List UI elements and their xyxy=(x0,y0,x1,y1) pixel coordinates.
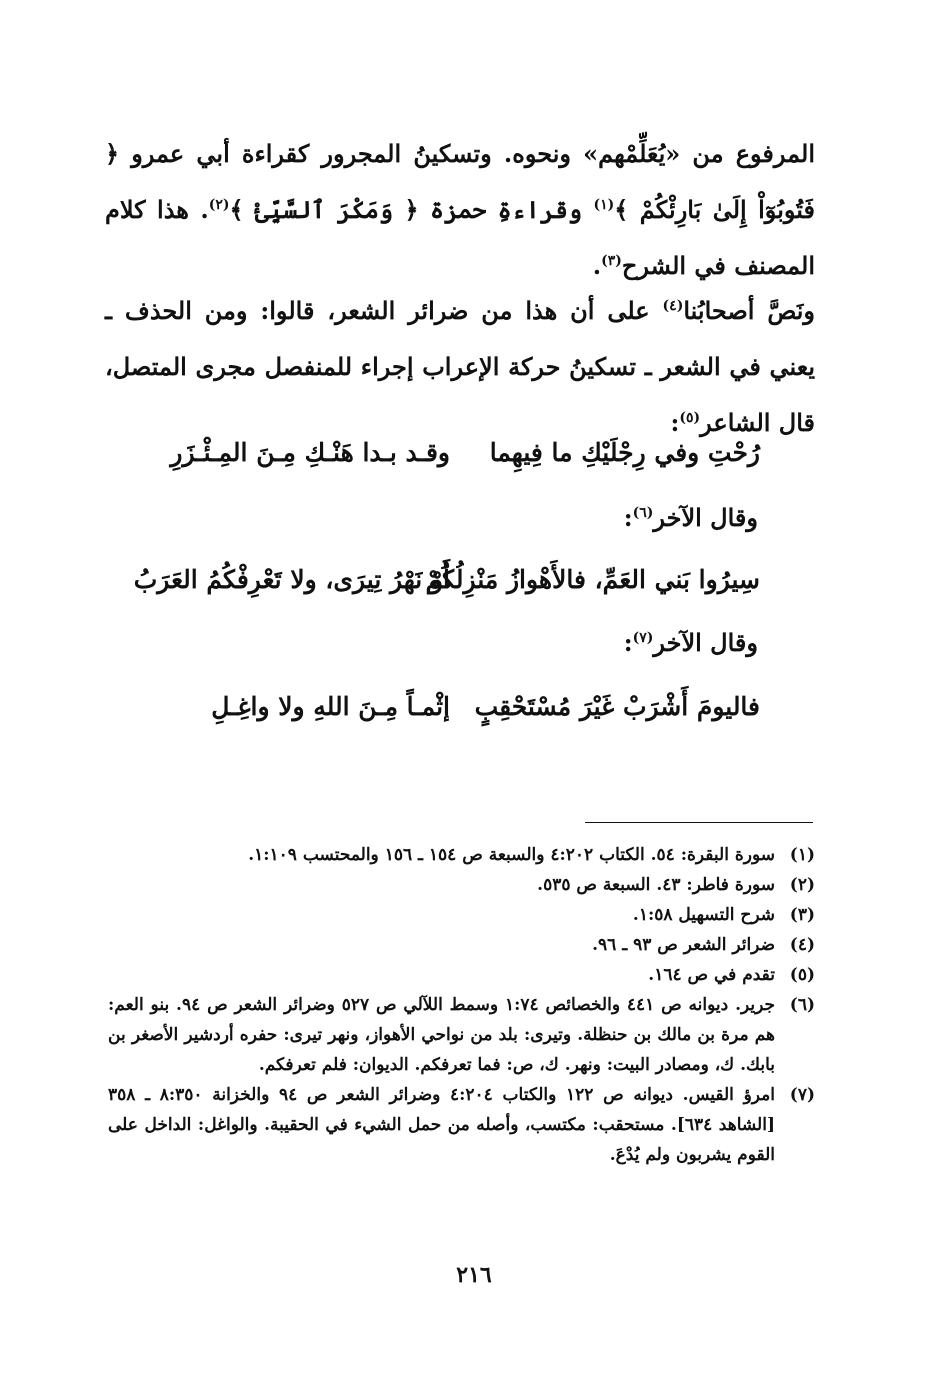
footnotes xyxy=(108,840,815,1170)
footnote-item xyxy=(108,930,815,960)
footnote-number: (٦) xyxy=(789,995,815,1015)
paragraph-text: المرفوع من «يُعَلِّمْهم» ونحوه. وتسكينُ المجرور كقراءة أبي عمرو ﴿ فَتُوبُوٓاْ إِلَىٰ بَارِئْكُمْ ﴾ xyxy=(105,139,815,224)
footnote-number: (١) xyxy=(789,845,815,865)
verse-hemistich-first: فاليومَ أَشْرَبْ غَيْرَ مُسْتَحْقِبٍ xyxy=(474,692,760,721)
footnote-text: امرؤ القيس. ديوانه ص ١٢٢ والكتاب ٤:٢٠٤ وضرائر الشعر ص ٩٤ والخزانة ٨:٣٥٠ ـ ٣٥٨ [الشاهد ٦٣٤]. مستحقب: مكتسب، وأصله من حمل الشيء في الحقيبة. والواغل: الداخل على القوم يشربون ولم يُدْعَ. xyxy=(108,1085,775,1165)
verse-1 xyxy=(120,438,800,498)
footnote-number: (٢) xyxy=(789,875,815,895)
paragraph-text: على أن هذا من ضرائر الشعر، قالوا: ومن الحذف ـ يعني في الشعر ـ تسكينُ حركة الإعراب إجراء للمنفصل مجرى المتصل، قال الشاعر xyxy=(105,296,816,437)
verse-intro-3 xyxy=(624,628,758,657)
footnote-item xyxy=(108,960,815,990)
footnote-ref-4[interactable]: (٤) xyxy=(662,298,684,314)
footnote-number: (٤) xyxy=(789,935,815,955)
footnote-item xyxy=(108,900,815,930)
intro-colon: : xyxy=(623,628,633,657)
intro-text: وقال الآخر xyxy=(653,628,758,657)
footnote-item xyxy=(108,840,815,870)
footnote-item xyxy=(108,1080,815,1170)
footnote-number: (٧) xyxy=(789,1085,815,1105)
footnote-text: سورة فاطر: ٤٣. السبعة ص ٥٣٥. xyxy=(537,875,775,895)
intro-colon: : xyxy=(623,503,633,532)
footnote-item xyxy=(108,990,815,1080)
page-number: ٢١٦ xyxy=(456,1262,492,1288)
verse-intro-2 xyxy=(624,503,758,532)
footnote-text: شرح التسهيل ١:٥٨. xyxy=(632,905,775,925)
footnote-number: (٣) xyxy=(789,905,815,925)
footnote-item xyxy=(108,870,815,900)
verse-hemistich-first: رُحْتِ وفي رِجْلَيْكِ ما فِيهِما xyxy=(489,438,760,467)
footnote-text: جرير. ديوانه ص ٤٤١ والخصائص ١:٧٤ وسمط اللآلي ص ٥٢٧ وضرائر الشعر ص ٩٤. بنو العم: هم مرة بن مالك بن حنظلة. وتيرى: بلد من نواحي الأهواز، ونهر تيرى: حفره أردشير الأصغر بن بابك. ك، ومصادر البيت: ونهر. ك، ص: فما تعرفكم. الديوان: فلم تعرفكم. xyxy=(108,995,775,1075)
footnote-ref-1[interactable]: (١) xyxy=(593,197,615,213)
footnote-ref-3[interactable]: (٣) xyxy=(601,253,622,269)
footnote-ref-6[interactable]: (٦) xyxy=(632,505,654,521)
paragraph-text: : xyxy=(670,408,680,437)
footnote-ref-7[interactable]: (٧) xyxy=(632,630,654,646)
verse-hemistich-first: سِيرُوا بَني العَمِّ، فالأَهْوازُ مَنْزِلُكُمْ xyxy=(425,565,760,594)
paragraph-text: ونَصَّ أصحابُنا xyxy=(683,296,815,325)
verse-hemistich-second: إثْمـاً مِـنَ اللهِ ولا واغِـلِ xyxy=(211,692,450,721)
body-paragraph-1 xyxy=(105,126,815,294)
footnote-ref-2[interactable]: (٢) xyxy=(208,197,230,213)
footnote-number: (٥) xyxy=(789,965,815,985)
footnote-separator xyxy=(585,822,813,823)
paragraph-text: وقراءةِ حمزة ﴿ وَمَكْرَ ٱلسَّيِّئْ ﴾ xyxy=(229,195,594,224)
footnote-text: تقدم في ص ١٦٤. xyxy=(648,965,775,985)
footnote-text: سورة البقرة: ٥٤. الكتاب ٤:٢٠٢ والسبعة ص ١٥٤ ـ ١٥٦ والمحتسب ١:١٠٩. xyxy=(248,845,775,865)
body-paragraph-2 xyxy=(105,283,815,451)
verse-3 xyxy=(120,692,800,752)
footnote-text: ضرائر الشعر ص ٩٣ ـ ٩٦. xyxy=(592,935,775,955)
verse-hemistich-second: أَوْ نَهْرُ تِيرَى، ولا تَعْرِفْكُمُ العَرَبُ xyxy=(133,565,450,594)
paragraph-text: . xyxy=(592,251,602,280)
verse-2 xyxy=(120,565,800,625)
intro-text: وقال الآخر xyxy=(653,503,758,532)
footnote-ref-5[interactable]: (٥) xyxy=(679,410,701,426)
verse-hemistich-second: وقـد بـدا هَنْـكِ مِـنَ المِـئْـزَرِ xyxy=(170,438,450,467)
paragraph-text: . هذا كلام المصنف في الشرح xyxy=(105,195,815,280)
